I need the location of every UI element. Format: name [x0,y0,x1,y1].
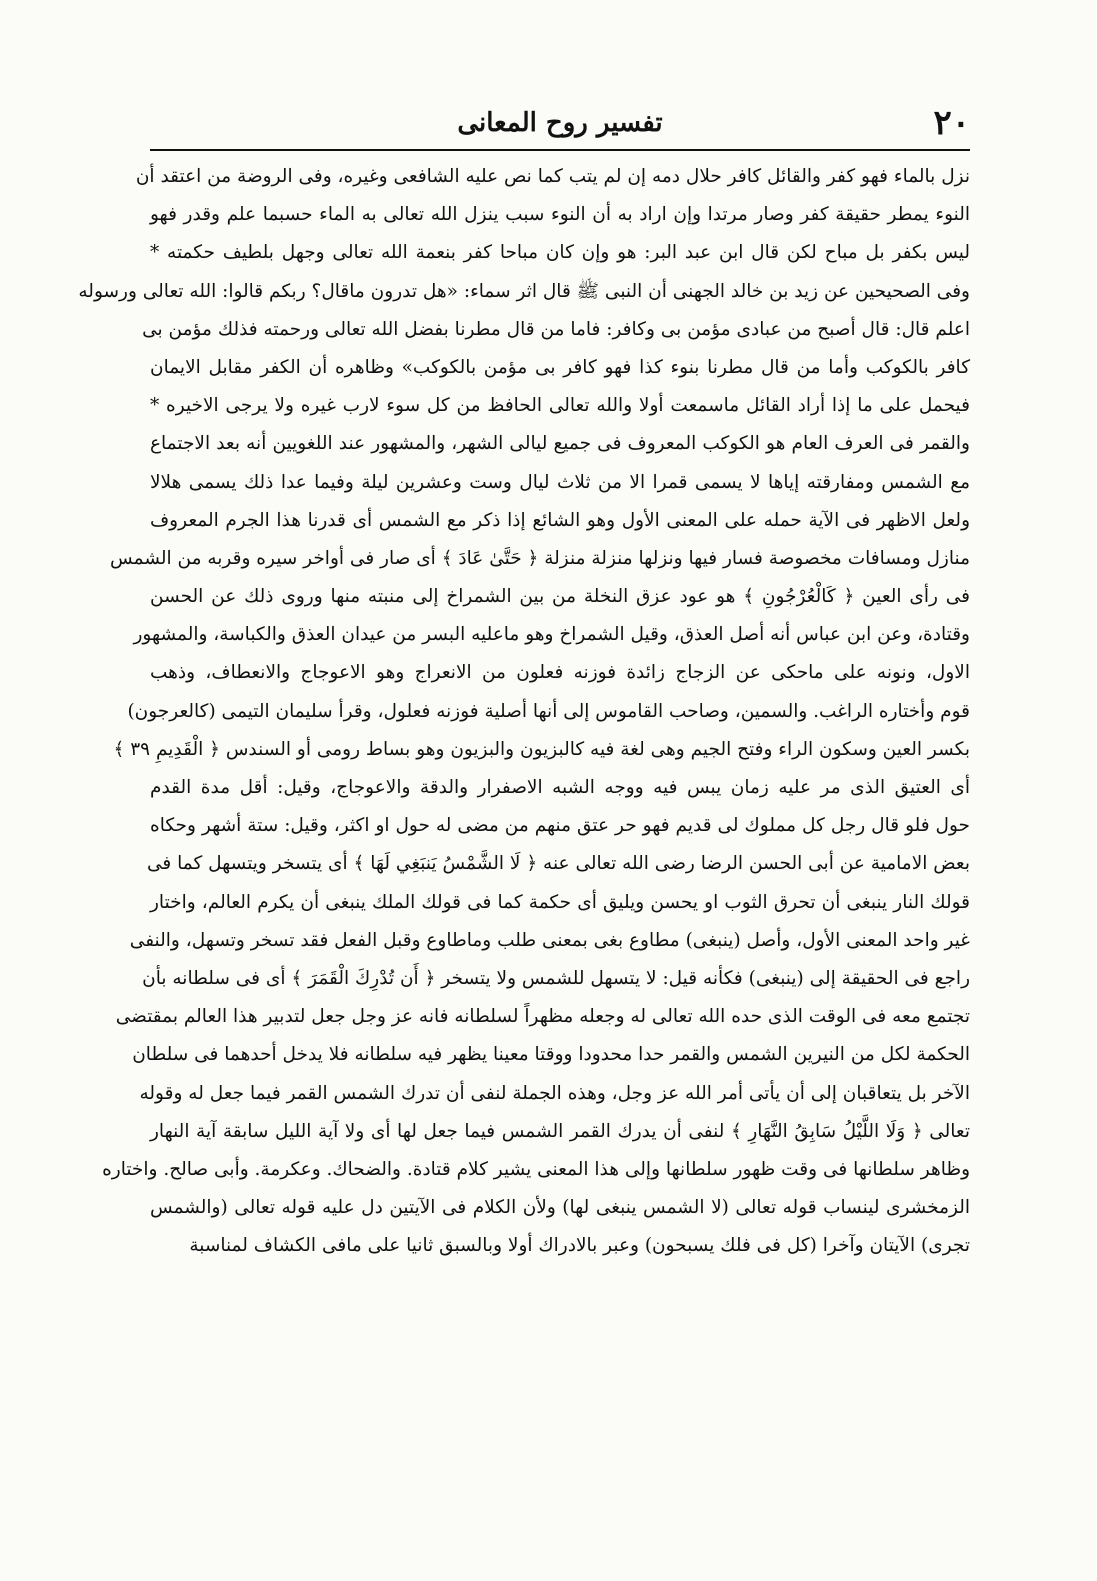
text-line: الآخر بل يتعاقبان إلى أن يأتى أمر الله عز وجل، وهذه الجملة لنفى أن تدرك الشمس القمر فيما جعل له وقوله [139,1082,970,1104]
text-line: وفى الصحيحين عن زيد بن خالد الجهنى أن النبى ﷺ قال اثر سماء: «هل تدرون ماقال؟ ربكم قالوا: الله تعالى ورسوله [78,280,970,302]
text-line: تعالى ﴿ وَلَا اللَّيْلُ سَابِقُ النَّهَارِ ﴾ لنفى أن يدرك القمر الشمس فيما جعل لها أى ولا آية الليل سابقة آية النهار [150,1120,970,1142]
text-line: الزمخشرى لينساب قوله تعالى (لا الشمس ينبغى لها) ولأن الكلام فى الآيتين دل عليه قوله تعالى (والشمس [150,1197,970,1219]
page-header [150,100,970,146]
text-line: أى العتيق الذى مر عليه زمان يبس فيه ووجه الشبه الاصفرار والدقة والاعوجاج، وقيل: أقل مدة القدم [150,777,970,798]
text-line: الحكمة لكل من النيرين الشمس والقمر حدا محدودا ووقتا معينا يظهر فيه سلطانه فلا يدخل أحدهما فى سلطان [132,1044,970,1066]
text-line: حول فلو قال رجل كل مملوك لى قديم فهو حر عتق منهم من مضى له حول او اكثر، وقيل: ستة أشهر وحكاه [150,815,970,837]
text-line: بكسر العين وسكون الراء وفتح الجيم وهى لغة فيه كالبزيون والبزيون وهو بساط رومى أو السندس ﴿ الْقَدِيمِ ٣٩ ﴾ [113,738,970,760]
text-line: منازل ومسافات مخصوصة فسار فيها ونزلها منزلة منزلة ﴿ حَتَّىٰ عَادَ ﴾ أى صار فى أواخر سيره وقربه من الشمس [110,547,970,569]
text-line: مع الشمس ومفارقته إياها لا يسمى قمرا الا من ثلاث ليال وست وعشرين ليلة وفيما عدا ذلك يسمى هلالا [150,471,970,493]
text-line: الاول، ونونه على ماحكى عن الزجاج زائدة فوزنه فعلون من الانعراج وهو الاعوجاج والانعطاف، وذهب [150,662,970,684]
text-line: تجرى) الآيتان وآخرا (كل فى فلك يسبحون) وعبر بالادراك أولا وبالسبق ثانيا على مافى الكشاف لمناسبة [189,1235,970,1257]
text-line: النوء يمطر حقيقة كفر وصار مرتدا وإن اراد به أن النوء سبب ينزل الله تعالى به الماء حسبما علم وقدر فهو [150,204,970,226]
text-line: والقمر فى العرف العام هو الكوكب المعروف فى جميع ليالى الشهر، والمشهور عند اللغويين أنه بعد الاجتماع [150,433,970,455]
text-line: قولك النار ينبغى أن تحرق الثوب او يحسن ويليق أى حكمة كما فى قولك الملك ينبغى أن يكرم العالم، واختار [150,891,970,913]
running-title: تفسير روح المعانى [457,108,663,138]
text-line: كافر بالكوكب وأما من قال مطرنا بنوء كذا فهو كافر بى مؤمن بالكوكب» وظاهره أن الكفر مقابل الايمان [150,356,970,378]
text-line: راجع فى الحقيقة إلى (ينبغى) فكأنه قيل: لا يتسهل للشمس ولا يتسخر ﴿ أَن تُدْرِكَ الْقَمَرَ ﴾ أى فى سلطانه بأن [142,967,970,989]
text-line: وقتادة، وعن ابن عباس أنه أصل العذق، وقيل الشمراخ وهو ماعليه البسر من عيدان العذق والكباسة، والمشهور [133,624,970,646]
text-line: وظاهر سلطانها فى وقت ظهور سلطانها وإلى هذا المعنى يشير كلام قتادة. والضحاك. وعكرمة. وأبى صالح. واختاره [102,1158,970,1180]
text-line: قوم وأختاره الراغب. والسمين، وصاحب القاموس إلى أنها أصلية فوزنه فعلول، وقرأ سليمان التيمى (كالعرجون) [127,700,970,722]
text-line: غير واحد المعنى الأول، وأصل (ينبغى) مطاوع بغى بمعنى طلب وماطاوع وقبل الفعل فقد تسخر وتسهل، والنفى [129,929,970,951]
text-line: ولعل الاظهر فى الآية حمله على المعنى الأول وهو الشائع إذا ذكر مع الشمس أى قدرنا هذا الجرم المعروف [150,509,970,531]
header-rule [150,149,970,151]
text-line: اعلم قال: قال أصبح من عبادى مؤمن بى وكافر: فاما من قال مطرنا بفضل الله تعالى ورحمته فذلك مؤمن بى [142,318,970,340]
page-number: ٢٠ [933,103,970,143]
text-line: نزل بالماء فهو كفر والقائل كافر حلال دمه إن لم يتب كما نص عليه الشافعى وغيره، وفى الروضة من اعتقد أن [135,166,970,187]
text-line: تجتمع معه فى الوقت الذى حده الله تعالى له وجعله مظهراً لسلطانه فانه عز وجل جعل لتدبير هذا العالم بمقتضى [115,1006,970,1028]
body-text [78,158,970,1265]
text-line: فيحمل على ما إذا أراد القائل ماسمعت أولا والله تعالى الحافظ من كل سوء لارب غيره ولا يرجى الاخيره * [150,395,970,417]
text-line: بعض الامامية عن أبى الحسن الرضا رضى الله تعالى عنه ﴿ لَا الشَّمْسُ يَنبَغِي لَهَا ﴾ أى يتسخر ويتسهل كما فى [146,853,970,875]
text-line: فى رأى العين ﴿ كَالْعُرْجُونِ ﴾ هو عود عزق النخلة من بين الشمراخ إلى منبته منها وروى ذلك عن الحسن [150,586,970,608]
text-line: ليس بكفر بل مباح لكن قال ابن عبد البر: هو وإن كان مباحا كفر بنعمة الله تعالى وجهل بلطيف حكمته * [150,242,970,264]
